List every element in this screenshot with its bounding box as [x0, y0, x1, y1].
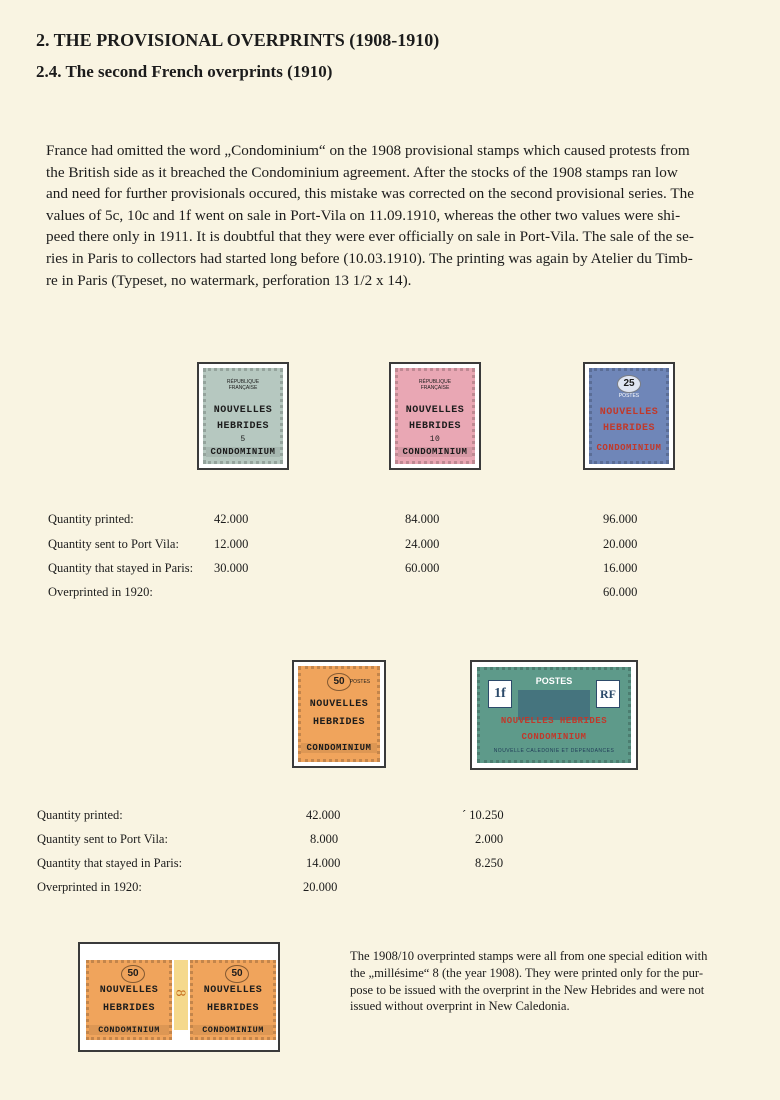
stamp-footer: NOUVELLE CALEDONIE ET DEPENDANCES	[493, 748, 615, 754]
stamp-value: 50	[121, 965, 145, 983]
quantity-cell: 2.000	[475, 832, 504, 846]
stamp-value: 5	[240, 435, 246, 444]
quantity-cell: 60.000	[405, 561, 440, 575]
quantity-cell: 12.000	[214, 537, 249, 551]
stamp-50c	[298, 666, 380, 762]
stamp-1f	[477, 667, 631, 763]
quantity-cell: 24.000	[405, 537, 440, 551]
republic-initials: RF	[596, 680, 620, 708]
overprint-line2: HEBRIDES	[408, 421, 461, 432]
overprint-line3: CONDOMINIUM	[89, 1025, 169, 1035]
quantity-cell: 42.000	[214, 512, 249, 526]
interpanneau-gutter	[174, 960, 188, 1030]
overprint-line1: NOUVELLES	[203, 985, 263, 996]
quantity-cell: ´ 10.250	[462, 808, 504, 822]
intro-line: ries in Paris to collectors had started long before (10.03.1910). The printing was again by Atelier du Timb-	[46, 249, 693, 267]
row-label: Quantity printed:	[37, 808, 123, 822]
quantity-cell: 60.000	[603, 585, 638, 599]
overprint-line2: HEBRIDES	[216, 421, 269, 432]
intro-line: France had omitted the word „Condominium“ on the 1908 provisional stamps which caused protests from	[46, 142, 690, 159]
overprint-line2: HEBRIDES	[206, 1003, 259, 1014]
millesime-note	[350, 948, 722, 1015]
stamp-header: POSTES	[535, 676, 573, 686]
section-heading: 2. THE PROVISIONAL OVERPRINTS (1908-1910)	[36, 30, 440, 50]
quantity-cell: 20.000	[603, 537, 638, 551]
stamp-value: 1f	[488, 680, 512, 708]
row-label: Quantity that stayed in Paris:	[37, 856, 183, 870]
stamp-mount-50c	[292, 660, 386, 768]
overprint-line2: HEBRIDES	[312, 717, 365, 728]
overprint-line3: CONDOMINIUM	[596, 443, 662, 453]
quantity-cell: 8.000	[310, 832, 339, 846]
stamp-mount-1f	[470, 660, 638, 770]
overprint-line1: NOUVELLES HEBRIDES	[500, 716, 608, 726]
overprint-line2: HEBRIDES	[602, 423, 655, 434]
overprint-line2: CONDOMINIUM	[521, 732, 587, 742]
stamp-50c-left	[86, 960, 172, 1040]
millesime-numeral: 8	[172, 989, 188, 997]
intro-line: re in Paris (Typeset, no watermark, perforation 13 1/2 x 14).	[46, 271, 412, 289]
overprint-line3: CONDOMINIUM	[193, 1025, 273, 1035]
overprint-line1: NOUVELLES	[599, 407, 659, 418]
row-label: Overprinted in 1920:	[48, 585, 153, 599]
intro-line: peed there only in 1911. It is doubtful that they were ever officially on sale in Port-Vila. The sale of the se-	[46, 228, 694, 246]
overprint-line3: CONDOMINIUM	[398, 447, 472, 457]
row-label: Quantity sent to Port Vila:	[37, 832, 168, 846]
stamp-mount-gutter-pair	[78, 942, 280, 1052]
quantity-cell: 30.000	[214, 561, 249, 575]
intro-paragraph	[46, 140, 726, 291]
row-label: Quantity sent to Port Vila:	[48, 537, 179, 551]
overprint-line1: NOUVELLES	[213, 405, 273, 416]
stamp-value: 50	[225, 965, 249, 983]
overprint-line3: CONDOMINIUM	[206, 447, 280, 457]
stamp-5c	[203, 368, 283, 464]
stamp-value: 25	[617, 375, 641, 393]
overprint-line1: NOUVELLES	[309, 699, 369, 710]
subsection-heading: 2.4. The second French overprints (1910)	[36, 62, 333, 81]
row-label: Quantity that stayed in Paris:	[48, 561, 194, 575]
overprint-line1: NOUVELLES	[99, 985, 159, 996]
quantity-cell: 16.000	[603, 561, 638, 575]
note-line: The 1908/10 overprinted stamps were all from one special edition with	[350, 949, 708, 963]
quantity-cell: 14.000	[306, 856, 341, 870]
stamp-mount-10c	[389, 362, 481, 470]
stamp-50c-right	[190, 960, 276, 1040]
note-line: issued without overprint in New Caledonia.	[350, 999, 570, 1014]
quantity-cell: 96.000	[603, 512, 638, 526]
quantity-cell: 84.000	[405, 512, 440, 526]
intro-line: values of 5c, 10c and 1f went on sale in Port-Vila on 11.09.1910, whereas the other two values were shi-	[46, 206, 681, 224]
quantity-cell: 8.250	[475, 856, 504, 870]
intro-line: the British side as it breached the Condominium agreement. After the stocks of the 1908 stamps ran low	[46, 163, 678, 181]
stamp-mount-5c	[197, 362, 289, 470]
stamp-value: 50	[327, 673, 351, 691]
note-line: pose to be issued with the overprint in the New Hebrides and were not	[350, 982, 705, 997]
stamp-value: 10	[429, 435, 441, 444]
stamp-mount-25c	[583, 362, 675, 470]
stamp-header: RÉPUBLIQUE FRANÇAISE	[226, 379, 260, 391]
overprint-line2: HEBRIDES	[102, 1003, 155, 1014]
quantity-cell: 20.000	[303, 880, 338, 894]
overprint-line1: NOUVELLES	[405, 405, 465, 416]
stamp-25c	[589, 368, 669, 464]
quantity-cell: 42.000	[306, 808, 341, 822]
note-line: the „millésime“ 8 (the year 1908). They were printed only for the pur-	[350, 965, 704, 980]
stamp-header: POSTES	[349, 679, 371, 685]
stamp-header: POSTES	[618, 393, 640, 399]
stamp-10c	[395, 368, 475, 464]
row-label: Quantity printed:	[48, 512, 134, 526]
intro-line: and need for further provisionals occured, this mistake was corrected on the second provisional series. The	[46, 185, 694, 203]
stamp-header: RÉPUBLIQUE FRANÇAISE	[418, 379, 452, 391]
row-label: Overprinted in 1920:	[37, 880, 142, 894]
overprint-line3: CONDOMINIUM	[301, 743, 377, 753]
